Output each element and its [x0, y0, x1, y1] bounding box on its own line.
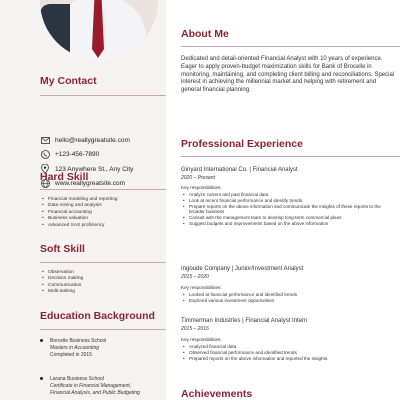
soft-skill-list: [42, 270, 83, 296]
list-item: • Suggest budgets and improvements based on the above information: [181, 221, 396, 227]
address-text: 123 Anywhere St., Any City: [55, 165, 134, 173]
contact-divider: [40, 95, 166, 96]
hard-skill-heading: Hard Skill: [40, 171, 89, 183]
education-heading: Education Background: [40, 310, 155, 322]
contact-email[interactable]: [40, 135, 130, 145]
completion-year: Completed in 2015: [50, 352, 92, 358]
bullet-dot: [40, 339, 43, 342]
responsibilities-label: Key responsibilities:: [181, 185, 222, 190]
job-title: Timmerman Industries | Financial Analyst Intern: [181, 318, 308, 324]
bullet-dot: [40, 377, 43, 380]
responsibility-list: [181, 344, 396, 361]
responsibilities-label: Key responsibilities:: [181, 285, 222, 290]
list-item: • Prepared reports on the above information and reported the insights.: [181, 356, 396, 362]
degree-line-2: Financial Analysis, and Public Budgeting: [50, 390, 140, 396]
education-entry: [40, 376, 166, 400]
contact-phone[interactable]: [40, 149, 99, 159]
job-date: 2015 – 2016: [181, 326, 209, 332]
contact-heading: My Contact: [40, 75, 97, 87]
list-item: • Looked at financial performance and identified trends: [181, 292, 396, 298]
soft-skill-heading: Soft Skill: [40, 243, 85, 255]
list-item: • Prepare reports on the above information and communicate the insights of these reports to the broader business: [181, 204, 396, 216]
phone-text: +123-456-7890: [55, 150, 100, 158]
education-divider: [40, 329, 166, 330]
list-item: • Analyzed financial data: [181, 344, 396, 350]
achievements-heading: Achievements: [181, 388, 253, 400]
list-item: • Analyze current and past financial data: [181, 192, 396, 198]
education-entry: [40, 338, 166, 374]
job-title: Ginyard International Co. | Financial Analyst: [181, 167, 298, 173]
job-date: 2020 – Present: [181, 175, 215, 181]
job-title: Ingoude Company | Junior/Investment Analyst: [181, 266, 304, 272]
hard-skill-list: [42, 197, 118, 229]
responsibility-list: [181, 192, 396, 227]
list-item: • Financial modeling and reporting: [42, 197, 118, 203]
list-item: • Multi-tasking: [42, 289, 83, 295]
list-item: • Data mining and analysis: [42, 203, 118, 209]
list-item: • Decision making: [42, 276, 83, 282]
list-item: • Look at recent financial performance and identify trends: [181, 198, 396, 204]
responsibility-list: [181, 292, 396, 304]
list-item: • Observation: [42, 270, 83, 276]
experience-divider: [181, 156, 400, 157]
about-heading: About Me: [181, 28, 229, 40]
degree: Masters in Accounting: [50, 345, 100, 351]
phone-icon: [40, 149, 50, 159]
hard-skill-divider: [40, 189, 166, 190]
list-item: • Communication: [42, 283, 83, 289]
about-divider: [181, 46, 400, 47]
list-item: • Financial accounting: [42, 210, 118, 216]
about-text: Dedicated and detail-oriented Financial Analyst with 10 years of experience. Eager to apply proven-budget maximization skills for Bank of Brocelle in monitoring, maintaining, and completing client billing and reconciliations. Special interest in achieving the millennial market and helping with retirement and general financial planning.: [181, 56, 395, 94]
degree: Certificate in Financial Management,: [50, 383, 132, 389]
experience-heading: Professional Experience: [181, 138, 303, 150]
website-text: www.reallygreatsite.com: [55, 179, 126, 187]
list-item: • Observed financial performance and identified trends: [181, 350, 396, 356]
profile-photo: [40, 0, 158, 60]
list-item: • Explored various investment opportunities: [181, 298, 396, 304]
job-date: 2015 – 2020: [181, 274, 209, 280]
list-item: • Business valuation: [42, 216, 118, 222]
school-name: Larana Business School: [50, 376, 104, 382]
soft-skill-divider: [40, 262, 166, 263]
responsibilities-label: Key responsibilities:: [181, 337, 222, 342]
envelope-icon: [40, 135, 50, 145]
list-item: • Advanced SAS proficiency: [42, 223, 118, 229]
school-name: Borcelle Business School: [50, 338, 107, 344]
list-item: • Consult with the management team to develop long-term commercial plans: [181, 215, 396, 221]
email-text: hello@reallygreatsite.com: [55, 136, 130, 144]
